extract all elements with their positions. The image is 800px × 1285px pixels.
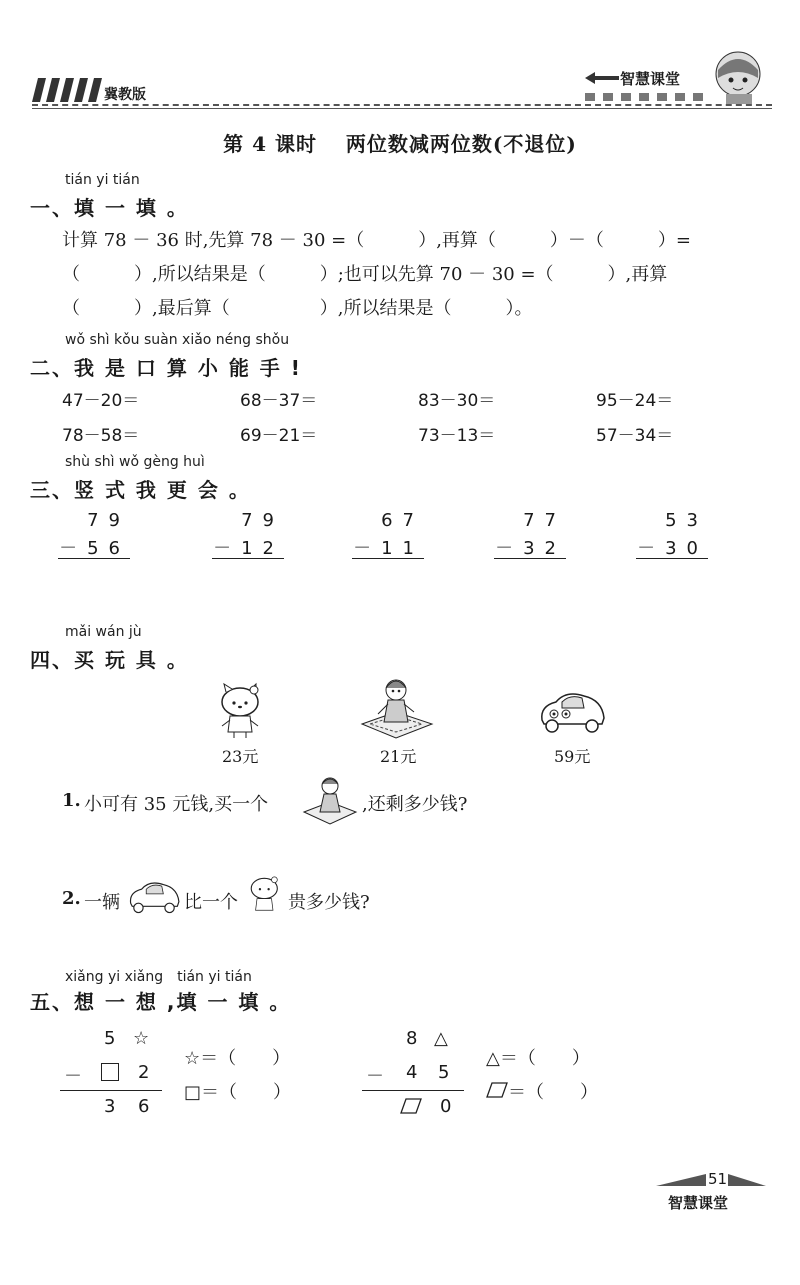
parallelogram-answer: ＝（ ） [508,1082,598,1103]
mental-math-item: 78－58＝ [62,426,140,446]
vertical-subtraction [58,510,130,559]
doll-toy-icon [356,676,436,742]
section4-heading: 四、买 玩 具 。 [30,648,189,672]
vertical-subtraction [352,510,424,559]
header-brand: 智慧课堂 [620,70,681,88]
arrow-icon [585,72,619,84]
mental-math-item: 83－30＝ [418,391,496,411]
section5-pinyin: xiǎng yi xiǎng tián yi tián [65,969,252,985]
vertical-subtraction [212,510,284,559]
star-symbol: ☆ [133,1028,150,1049]
question-number: 1. [62,790,81,811]
parallelogram-blank [400,1098,422,1114]
subtrahend: －32 [494,534,566,559]
mental-math-item: 95－24＝ [596,391,674,411]
section3-pinyin: shù shì wǒ gèng huì [65,454,205,470]
puzzle-digit: 5 [104,1028,116,1049]
footer-brand: 智慧课堂 [668,1194,729,1212]
price-kitty: 23元 [222,747,259,766]
subtrahend: －30 [636,534,708,559]
header-divider-dashed [32,104,772,106]
doll-toy-icon [300,774,360,828]
puzzle-digit: 6 [138,1096,150,1117]
star-answer: ☆＝（ ） [184,1048,291,1069]
header-divider [32,108,772,109]
minuend: 79 [87,510,130,531]
puzzle-digit: 4 [406,1062,418,1083]
minus-sign: － [366,1066,384,1087]
vertical-subtraction [494,510,566,559]
square-answer: □＝（ ） [184,1082,292,1103]
section1-line1: 计算 78 － 36 时,先算 78 － 30 =（ ）,再算（ ）－（ ）= [62,230,691,251]
price-doll: 21元 [380,747,417,766]
puzzle-digit: 2 [138,1062,150,1083]
girl-mascot-icon [708,48,770,104]
kitty-toy-icon [212,682,270,740]
question2-text-a: 一辆 [84,892,120,913]
section2-pinyin: wǒ shì kǒu suàn xiǎo néng shǒu [65,332,290,348]
vertical-subtraction [636,510,708,559]
section3-heading: 三、竖 式 我 更 会 。 [30,478,251,502]
question-number: 2. [62,888,81,909]
triangle-answer: △＝（ ） [486,1048,590,1069]
sum-line [60,1090,162,1091]
puzzle-digit: 8 [406,1028,418,1049]
section1-heading: 一、填 一 填 。 [30,196,189,220]
kitty-toy-icon [244,872,286,918]
section1-pinyin: tián yi tián [65,172,140,188]
mental-math-item: 69－21＝ [240,426,318,446]
toy-car-icon [126,878,182,916]
header-dots-decoration [585,92,715,102]
page-number: 51 [708,1170,728,1188]
subtrahend: －11 [352,534,424,559]
subtrahend: －12 [212,534,284,559]
mental-math-item: 73－13＝ [418,426,496,446]
edition-label: 冀教版 [104,87,146,103]
section1-line3: （ ）,最后算（ ）,所以结果是（ ）。 [62,298,533,319]
minuend: 67 [381,510,424,531]
triangle-symbol: △ [434,1028,448,1049]
parallelogram-icon [486,1082,508,1098]
toy-car-icon [536,688,608,736]
question1-text-b: ,还剩多少钱? [362,794,468,815]
mental-math-item: 68－37＝ [240,391,318,411]
puzzle-digit: 5 [438,1062,450,1083]
minuend: 77 [523,510,566,531]
minuend: 53 [665,510,708,531]
section1-line2: （ ）,所以结果是（ ）;也可以先算 70 － 30 =（ ）,再算 [62,264,668,285]
section2-heading: 二、我 是 口 算 小 能 手 ! [30,356,302,380]
sum-line [362,1090,464,1091]
lesson-title: 第 4 课时 两位数减两位数(不退位) [223,132,577,156]
square-blank [101,1063,119,1081]
puzzle-digit: 0 [440,1096,452,1117]
section4-pinyin: mǎi wán jù [65,624,142,640]
mental-math-item: 57－34＝ [596,426,674,446]
question2-text-b: 比一个 [184,892,238,913]
price-car: 59元 [554,747,591,766]
minuend: 79 [241,510,284,531]
mental-math-item: 47－20＝ [62,391,140,411]
section5-heading: 五、想 一 想 ,填 一 填 。 [30,990,292,1014]
header-stripes-decoration [32,78,102,102]
puzzle-digit: 3 [104,1096,116,1117]
subtrahend: －56 [58,534,130,559]
question1-text-a: 小可有 35 元钱,买一个 [84,794,269,815]
minus-sign: － [64,1066,82,1087]
question2-text-c: 贵多少钱? [288,892,370,913]
